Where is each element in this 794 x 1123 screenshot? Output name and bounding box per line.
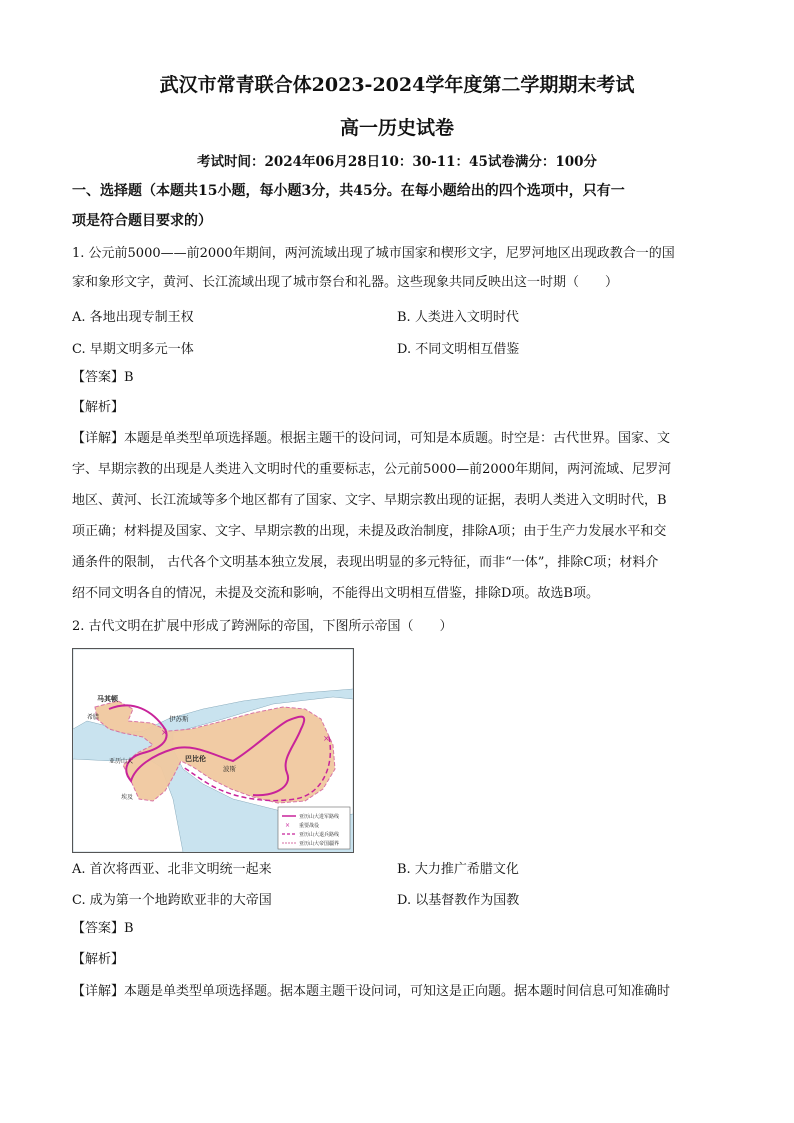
q1-option-a: A. 各地出现专制王权 — [72, 310, 194, 325]
map-svg — [73, 649, 353, 852]
q1-option-b: B. 人类进入文明时代 — [397, 310, 519, 325]
legend-advance: 亚历山大进军路线 — [299, 814, 340, 820]
q1-stem-line1: 1. 公元前5000——前2000年期间，两河流域出现了城市国家和楔形文字，尼罗河地区出现政教合一的国 — [72, 246, 675, 261]
q2-stem: 2. 古代文明在扩展中形成了跨洲际的帝国，下图所示帝国（ ） — [72, 619, 453, 634]
label-macedonia: 马其顿 — [97, 694, 118, 703]
q1-option-d: D. 不同文明相互借鉴 — [397, 342, 520, 357]
label-alexandria: 亚历山大 — [109, 758, 134, 765]
legend-battle: 重要战役 — [299, 823, 320, 829]
q1-stem-line2: 家和象形文字，黄河、长江流域出现了城市祭台和礼器。这些现象共同反映出这一时期（ ） — [72, 275, 619, 290]
q1-analysis-label: 【解析】 — [72, 400, 125, 415]
legend-retreat: 亚历山大退兵路线 — [299, 832, 340, 838]
q2-analysis-label: 【解析】 — [72, 952, 125, 967]
section-heading-line2: 项是符合题目要求的） — [72, 213, 212, 229]
exam-info: 考试时间：2024年06月28日10：30-11：45试卷满分：100分 — [196, 154, 598, 170]
alexander-empire-map — [72, 648, 354, 853]
label-issus: 伊苏斯 — [169, 715, 189, 723]
q1-detail-line3: 地区、黄河、长江流域等多个地区都有了国家、文字、早期宗教出现的证据，表明人类进入文明时代，B — [72, 493, 667, 508]
label-egypt: 埃及 — [121, 794, 134, 801]
q1-detail-line5: 通条件的限制， 古代各个文明基本独立发展，表现出明显的多元特征，而非“一体”，排除C项；材料介 — [72, 555, 659, 570]
q2-option-a: A. 首次将西亚、北非文明统一起来 — [72, 862, 272, 877]
exam-subtitle: 高一历史试卷 — [339, 117, 454, 139]
q2-answer: 【答案】B — [72, 921, 134, 936]
q1-option-c: C. 早期文明多元一体 — [72, 342, 194, 357]
q1-answer: 【答案】B — [72, 370, 134, 385]
section-heading-line1: 一、选择题（本题共15小题，每小题3分，共45分。在每小题给出的四个选项中，只有一 — [72, 183, 625, 199]
legend-border: 亚历山大帝国疆界 — [299, 841, 340, 847]
q2-option-b: B. 大力推广希腊文化 — [397, 862, 519, 877]
exam-title: 武汉市常青联合体2023-2024学年度第二学期期末考试 — [159, 74, 635, 96]
battle-marker-issus: × — [161, 728, 168, 737]
label-greece: 希腊 — [87, 714, 100, 721]
q1-detail-line4: 项正确；材料提及国家、文字、早期宗教的出现，未提及政治制度，排除A项；由于生产力发展水平和交 — [72, 524, 667, 539]
battle-marker-east: × — [323, 734, 330, 743]
q2-detail-line1: 【详解】本题是单类型单项选择题。据本题主题干设问词，可知这是正向题。据本题时间信息可知准确时 — [72, 984, 671, 999]
label-babylon: 巴比伦 — [185, 754, 206, 763]
label-persia: 波斯 — [223, 765, 236, 773]
q2-option-c: C. 成为第一个地跨欧亚非的大帝国 — [72, 893, 272, 908]
q1-detail-line2: 字、早期宗教的出现是人类进入文明时代的重要标志，公元前5000—前2000年期间，两河流域、尼罗河 — [72, 462, 672, 477]
svg-text:×: × — [285, 822, 291, 829]
q1-detail-line6: 绍不同文明各自的情况，未提及交流和影响，不能得出文明相互借鉴，排除D项。故选B项。 — [72, 586, 599, 601]
q1-detail-line1: 【详解】本题是单类型单项选择题。根据主题干的设问词，可知是本质题。时空是：古代世界。国家、文 — [72, 431, 671, 446]
q2-option-d: D. 以基督教作为国教 — [397, 893, 520, 908]
